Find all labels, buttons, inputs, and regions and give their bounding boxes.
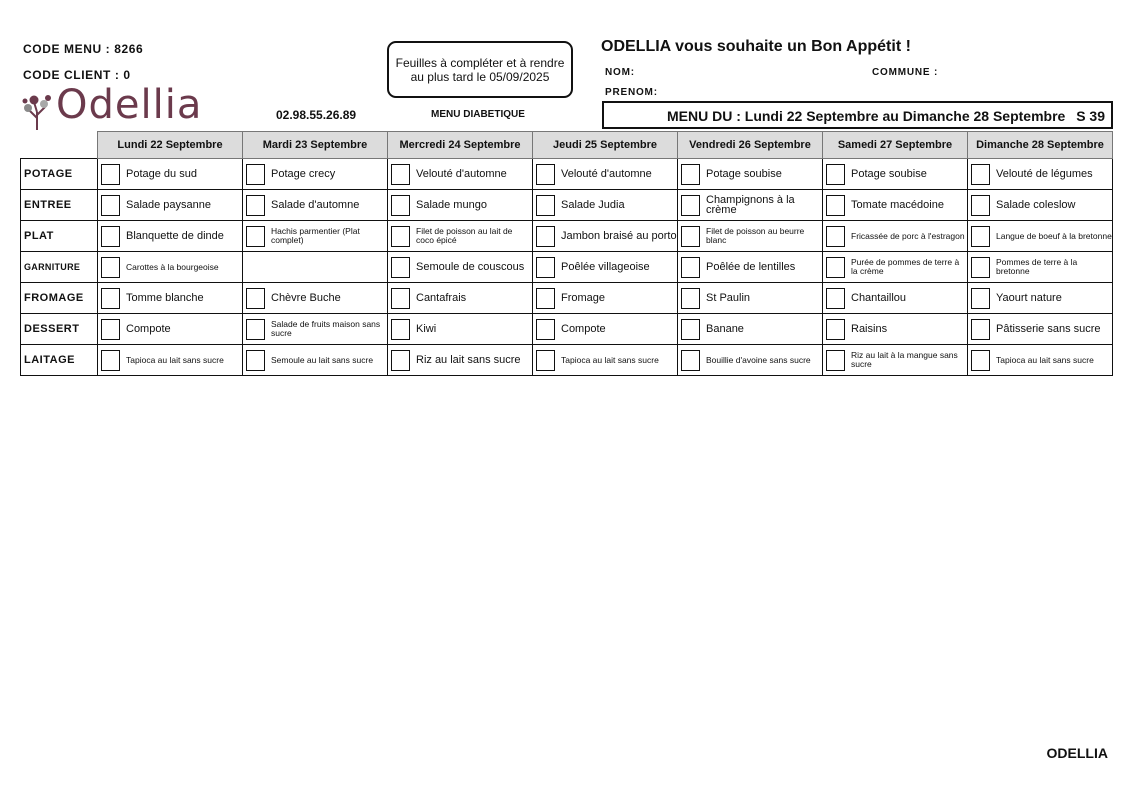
dish-option (533, 159, 677, 189)
dish-name: Potage soubise (706, 168, 782, 180)
dish-checkbox[interactable] (391, 226, 410, 247)
dish-cell (968, 159, 1113, 190)
dish-cell (678, 314, 823, 345)
dish-cell (98, 252, 243, 283)
corner-cell (21, 132, 98, 159)
dish-option (388, 221, 532, 251)
dish-option (533, 221, 677, 251)
dish-checkbox[interactable] (681, 195, 700, 216)
dish-checkbox[interactable] (971, 195, 990, 216)
dish-cell (823, 190, 968, 221)
dish-option (823, 345, 967, 375)
dish-name: Semoule au lait sans sucre (271, 354, 374, 365)
dish-checkbox[interactable] (681, 257, 700, 278)
dish-option (388, 190, 532, 220)
dish-name: Potage crecy (271, 168, 336, 180)
dish-name: Salade coleslow (996, 199, 1076, 211)
dish-cell (243, 252, 388, 283)
menu-type: MENU DIABETIQUE (431, 109, 525, 120)
day-header: Lundi 22 Septembre (98, 132, 243, 159)
dish-option (98, 221, 242, 251)
dish-name: Chèvre Buche (271, 292, 341, 304)
dish-cell (98, 221, 243, 252)
dish-cell (968, 283, 1113, 314)
dish-checkbox[interactable] (826, 350, 845, 371)
dish-checkbox[interactable] (391, 319, 410, 340)
dish-checkbox[interactable] (536, 288, 555, 309)
menu-table (20, 131, 1113, 376)
dish-option (823, 314, 967, 344)
dish-checkbox[interactable] (391, 164, 410, 185)
dish-option (98, 283, 242, 313)
dish-option (533, 283, 677, 313)
dish-name: Tapioca au lait sans sucre (126, 354, 224, 365)
dish-cell (968, 345, 1113, 376)
dish-cell (388, 314, 533, 345)
dish-checkbox[interactable] (971, 319, 990, 340)
dish-name: Tomate macédoine (851, 199, 944, 211)
dish-checkbox[interactable] (391, 257, 410, 278)
dish-cell (388, 159, 533, 190)
dish-cell (98, 345, 243, 376)
dish-cell (678, 159, 823, 190)
dish-option (533, 345, 677, 375)
dish-name: Salade Judia (561, 199, 625, 211)
dish-checkbox[interactable] (246, 288, 265, 309)
dish-checkbox[interactable] (246, 226, 265, 247)
dish-option (533, 252, 677, 282)
menu-row-entree (21, 190, 1113, 221)
dish-cell (678, 283, 823, 314)
code-client: CODE CLIENT : 0 (23, 68, 131, 82)
dish-name: Jambon braisé au porto (561, 230, 677, 242)
dish-checkbox[interactable] (536, 350, 555, 371)
dish-checkbox[interactable] (391, 195, 410, 216)
dish-option (98, 159, 242, 189)
dish-option (388, 314, 532, 344)
dish-name: Semoule de couscous (416, 261, 525, 273)
dish-checkbox[interactable] (971, 350, 990, 371)
dish-cell (678, 345, 823, 376)
dish-name: Potage soubise (851, 168, 927, 180)
dish-cell (678, 252, 823, 283)
dish-option (968, 190, 1112, 220)
dish-name: Velouté d'automne (561, 168, 652, 180)
menu-row-plat (21, 221, 1113, 252)
deadline-notice (387, 41, 573, 98)
dish-option (243, 314, 387, 344)
dish-name: Pommes de terre à la bretonne (996, 257, 1078, 276)
dish-name: Carottes à la bourgeoise (126, 261, 219, 272)
day-header: Jeudi 25 Septembre (533, 132, 678, 159)
menu-period-box (602, 101, 1113, 129)
dish-cell (533, 221, 678, 252)
dish-name: Chantaillou (851, 292, 907, 304)
dish-cell (823, 159, 968, 190)
dish-name: Tapioca au lait sans sucre (996, 354, 1094, 365)
prenom-label: PRENOM: (605, 87, 658, 98)
dish-checkbox[interactable] (101, 226, 120, 247)
dish-option (968, 159, 1112, 189)
dish-option (243, 190, 387, 220)
dish-cell (533, 283, 678, 314)
dish-option (678, 190, 822, 220)
dish-cell (968, 252, 1113, 283)
dish-cell (823, 314, 968, 345)
dish-option (388, 252, 532, 282)
dish-checkbox[interactable] (536, 257, 555, 278)
dish-option (243, 283, 387, 313)
dish-option (243, 159, 387, 189)
dish-cell (243, 221, 388, 252)
dish-checkbox[interactable] (101, 350, 120, 371)
dish-name: Velouté de légumes (996, 168, 1093, 180)
dish-name: Tapioca au lait sans sucre (561, 354, 659, 365)
dish-option (968, 314, 1112, 344)
dish-checkbox[interactable] (681, 226, 700, 247)
dish-checkbox[interactable] (826, 319, 845, 340)
dish-checkbox[interactable] (536, 195, 555, 216)
nom-label: NOM: (605, 67, 635, 78)
dish-checkbox[interactable] (826, 257, 845, 278)
dish-option (678, 314, 822, 344)
dish-option (823, 283, 967, 313)
menu-row-garniture (21, 252, 1113, 283)
dish-name: Riz au lait à la mangue sans sucre (851, 350, 958, 369)
dish-option (388, 159, 532, 189)
dish-option (98, 252, 242, 282)
dish-cell (98, 159, 243, 190)
dish-checkbox[interactable] (246, 350, 265, 371)
dish-option (823, 221, 967, 251)
dish-cell (388, 345, 533, 376)
notice-line-1: Feuilles à compléter et à rendre (395, 55, 565, 70)
dish-cell (823, 345, 968, 376)
footer-brand: ODELLIA (1046, 745, 1108, 761)
dish-checkbox[interactable] (101, 257, 120, 278)
dish-checkbox[interactable] (971, 257, 990, 278)
dish-name: Salade paysanne (126, 199, 212, 211)
dish-checkbox[interactable] (681, 164, 700, 185)
odellia-logo (20, 82, 220, 132)
menu-row-potage (21, 159, 1113, 190)
day-header-row (21, 132, 1113, 159)
category-label: DESSERT (21, 314, 98, 345)
dish-checkbox[interactable] (246, 195, 265, 216)
commune-label: COMMUNE : (872, 67, 939, 78)
dish-name: Yaourt nature (996, 292, 1062, 304)
dish-checkbox[interactable] (536, 164, 555, 185)
dish-name: Raisins (851, 323, 888, 335)
dish-cell (243, 159, 388, 190)
dish-checkbox[interactable] (246, 164, 265, 185)
dish-cell (968, 314, 1113, 345)
dish-option (243, 221, 387, 251)
tree-icon (20, 88, 56, 132)
dish-checkbox[interactable] (536, 319, 555, 340)
dish-option (823, 159, 967, 189)
dish-cell (533, 345, 678, 376)
dish-option (968, 345, 1112, 375)
dish-option (533, 190, 677, 220)
dish-option (678, 221, 822, 251)
dish-cell (243, 283, 388, 314)
dish-checkbox[interactable] (101, 288, 120, 309)
category-label: PLAT (21, 221, 98, 252)
category-label: POTAGE (21, 159, 98, 190)
dish-name: Potage du sud (126, 168, 197, 180)
dish-name: Poêlée de lentilles (706, 261, 796, 273)
dish-checkbox[interactable] (971, 164, 990, 185)
category-label: GARNITURE (21, 252, 98, 283)
dish-cell (243, 314, 388, 345)
dish-cell (388, 221, 533, 252)
dish-option (678, 159, 822, 189)
phone-number: 02.98.55.26.89 (276, 108, 357, 122)
menu-row-dessert (21, 314, 1113, 345)
dish-name: Blanquette de dinde (126, 230, 224, 242)
dish-option (968, 283, 1112, 313)
dish-checkbox[interactable] (101, 164, 120, 185)
code-menu: CODE MENU : 8266 (23, 42, 144, 56)
dish-checkbox[interactable] (826, 195, 845, 216)
dish-cell (243, 345, 388, 376)
dish-name: Bouillie d'avoine sans sucre (706, 354, 811, 365)
dish-cell (533, 314, 678, 345)
menu-row-fromage (21, 283, 1113, 314)
dish-option (98, 314, 242, 344)
dish-name: Kiwi (416, 323, 437, 335)
dish-option (388, 283, 532, 313)
dish-name: Tomme blanche (126, 292, 204, 304)
dish-name: Filet de poisson au beurre blanc (706, 226, 805, 245)
dish-checkbox[interactable] (826, 226, 845, 247)
week-number: S 39 (1076, 108, 1105, 124)
dish-cell (98, 314, 243, 345)
dish-option (968, 221, 1112, 251)
dish-option (243, 345, 387, 375)
dish-name: Cantafrais (416, 292, 467, 304)
notice-line-2: au plus tard le 05/09/2025 (410, 69, 550, 84)
dish-option (533, 314, 677, 344)
dish-checkbox[interactable] (826, 288, 845, 309)
dish-name: Fricassée de porc à l'estragon (851, 230, 965, 241)
dish-checkbox[interactable] (971, 226, 990, 247)
dish-checkbox[interactable] (101, 195, 120, 216)
dish-checkbox[interactable] (391, 288, 410, 309)
dish-name: Filet de poisson au lait de coco épicé (416, 226, 513, 245)
dish-cell (388, 283, 533, 314)
dish-cell (678, 221, 823, 252)
dish-cell (243, 190, 388, 221)
dish-option (678, 345, 822, 375)
dish-name: Salade d'automne (271, 199, 360, 211)
day-header: Mercredi 24 Septembre (388, 132, 533, 159)
dish-cell (823, 221, 968, 252)
category-label: FROMAGE (21, 283, 98, 314)
menu-row-laitage (21, 345, 1113, 376)
dish-checkbox[interactable] (536, 226, 555, 247)
dish-cell (533, 159, 678, 190)
dish-option (98, 190, 242, 220)
day-header: Vendredi 26 Septembre (678, 132, 823, 159)
dish-cell (968, 190, 1113, 221)
dish-checkbox[interactable] (246, 319, 265, 340)
logo-wordmark: Odellia (56, 82, 203, 128)
dish-name: Poêlée villageoise (561, 261, 650, 273)
dish-name: Compote (561, 323, 606, 335)
dish-checkbox[interactable] (681, 319, 700, 340)
dish-cell (388, 190, 533, 221)
greeting: ODELLIA vous souhaite un Bon Appétit ! (601, 38, 911, 55)
dish-option (388, 345, 532, 375)
dish-cell (388, 252, 533, 283)
dish-name: Riz au lait sans sucre (416, 354, 521, 366)
dish-cell (823, 283, 968, 314)
category-label: ENTREE (21, 190, 98, 221)
dish-option (98, 345, 242, 375)
dish-name: Salade mungo (416, 199, 487, 211)
dish-checkbox[interactable] (391, 350, 410, 371)
dish-checkbox[interactable] (101, 319, 120, 340)
dish-cell (533, 252, 678, 283)
dish-name: St Paulin (706, 292, 751, 304)
dish-option (823, 190, 967, 220)
day-header: Mardi 23 Septembre (243, 132, 388, 159)
dish-cell (98, 190, 243, 221)
day-header: Samedi 27 Septembre (823, 132, 968, 159)
dish-checkbox[interactable] (681, 350, 700, 371)
dish-name: Langue de boeuf à la bretonne (996, 230, 1112, 241)
dish-option (678, 283, 822, 313)
dish-option (823, 252, 967, 282)
dish-name: Hachis parmentier (Plat complet) (271, 226, 360, 245)
menu-period: MENU DU : Lundi 22 Septembre au Dimanche 28 Septembre (667, 108, 1066, 124)
dish-name: Purée de pommes de terre à la crème (851, 257, 960, 276)
dish-checkbox[interactable] (826, 164, 845, 185)
dish-name: Salade de fruits maison sans sucre (271, 319, 381, 338)
dish-name: Banane (706, 323, 744, 335)
dish-name: Velouté d'automne (416, 168, 507, 180)
dish-cell (823, 252, 968, 283)
dish-cell (533, 190, 678, 221)
dish-cell (678, 190, 823, 221)
dish-name: Fromage (561, 292, 606, 304)
day-header: Dimanche 28 Septembre (968, 132, 1113, 159)
dish-name: Compote (126, 323, 171, 335)
dish-cell (968, 221, 1113, 252)
dish-checkbox[interactable] (681, 288, 700, 309)
dish-option (678, 252, 822, 282)
dish-option (968, 252, 1112, 282)
dish-checkbox[interactable] (971, 288, 990, 309)
dish-name: Pâtisserie sans sucre (996, 323, 1101, 335)
dish-name: Champignons à la crème (706, 194, 795, 216)
dish-cell (98, 283, 243, 314)
category-label: LAITAGE (21, 345, 98, 376)
